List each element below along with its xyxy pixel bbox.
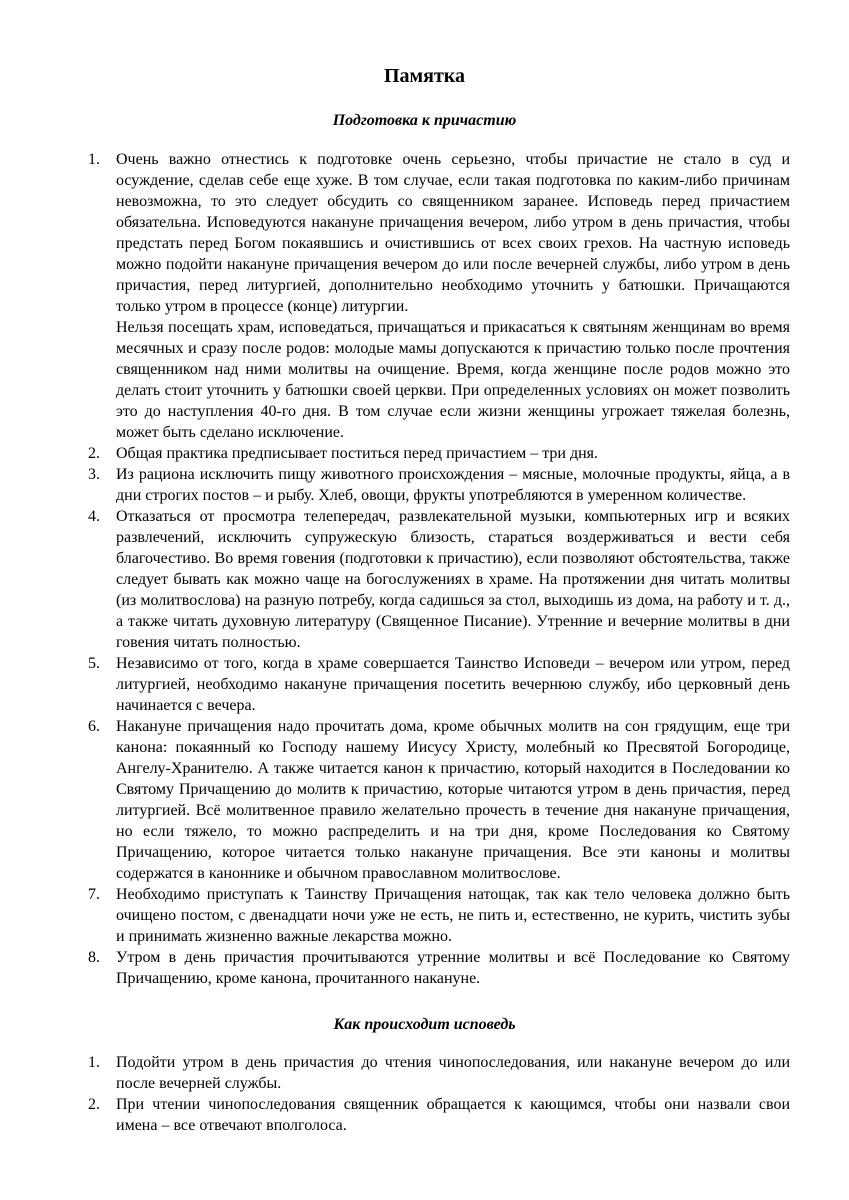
list-item (0, 464, 790, 506)
list-item (0, 443, 790, 464)
item-text: При чтении чинопоследования священник обращается к кающимся, чтобы они назвали свои имена – все отвечают вполголоса. (116, 1096, 790, 1134)
item-text: Очень важно отнестись к подготовке очень серьезно, чтобы причастие не стало в суд и осуждение, сделав себе еще хуже. В том случае, если такая подготовка по каким-либо причинам невозможна, то это следует обсудить со священником заранее. Исповедь перед причастием обязательна. Исповедуются накануне причащения вечером, либо утром в день причастия, чтобы предстать перед Богом покаявшись и очистившись от всех своих грехов. На частную исповедь можно подойти накануне причащения вечером до или после вечерней службы, либо утром в день причастия, перед литургией, дополнительно необходимо уточнить у батюшки. Причащаются только утром в процессе (конце) литургии. (116, 151, 790, 315)
item-number: 2. (88, 1096, 100, 1113)
section-heading-preparation: Подготовка к причастию (332, 112, 517, 129)
item-text: Отказаться от просмотра телепередач, развлекательной музыки, компьютерных игр и всяких развлечений, исключить супружескую близость, стараться воздерживаться и вести себя благочестиво. Во время говения (подготовки к причастию), если позволяют обстоятельства, также следует бывать как можно чаще на богослужениях в храме. На протяжении дня читать молитвы (из молитвослова) на разную потребу, когда садишься за стол, выходишь из дома, на работу и т. д., а также читать духовную литературу (Священное Писание). Утренние и вечерние молитвы в дни говения читать полностью. (116, 508, 790, 651)
item-number: 8. (88, 949, 100, 966)
item-text: Из рациона исключить пищу животного происхождения – мясные, молочные продукты, яйца, а в дни строгих постов – и рыбу. Хлеб, овощи, фрукты употребляются в умеренном количестве. (116, 466, 790, 504)
item-text: Накануне причащения надо прочитать дома, кроме обычных молитв на сон грядущим, еще три канона: покаянный ко Господу нашему Иисусу Христу, молебный ко Пресвятой Богородице, Ангелу-Хранителю. А также читается канон к причастию, который находится в Последовании ко Святому Причащению до молитв к причастию, которые читаются утром в день причастия, перед литургией. Всё молитвенное правило желательно прочесть в течение дня накануне причащения, но если тяжело, то можно распределить и на три дня, кроме Последования ко Святому Причащению, которое читается только накануне причащения. Все эти каноны и молитвы содержатся в каноннике и обычном православном молитвослове. (116, 718, 790, 882)
item-text: Общая практика предписывает поститься перед причастием – три дня. (116, 445, 599, 462)
list-item (0, 1052, 790, 1094)
list-item (0, 149, 790, 443)
item-text: Независимо от того, когда в храме совершается Таинство Исповеди – вечером или утром, перед литургией, необходимо накануне причащения посетить вечернюю службу, ибо церковный день начинается с вечера. (116, 655, 790, 714)
item-number: 1. (88, 151, 100, 168)
item-number: 2. (88, 445, 100, 462)
item-number: 6. (88, 718, 100, 735)
list-item (0, 1094, 790, 1136)
page-title: Памятка (383, 65, 466, 87)
item-number: 5. (88, 655, 100, 672)
item-text: Необходимо приступать к Таинству Причащения натощак, так как тело человека должно быть очищено постом, с двенадцати ночи уже не есть, не пить и, естественно, не курить, чистить зубы и принимать жизненно важные лекарства можно. (116, 886, 790, 945)
list-item (0, 506, 790, 653)
preparation-list (0, 149, 790, 989)
item-text: Подойти утром в день причастия до чтения чинопоследования, или накануне вечером до или после вечерней службы. (116, 1054, 790, 1092)
item-number: 3. (88, 466, 100, 483)
item-number: 1. (88, 1054, 100, 1071)
item-number: 4. (88, 508, 100, 525)
item-number: 7. (88, 886, 100, 903)
list-item (0, 947, 790, 989)
list-item (0, 716, 790, 884)
list-item (0, 653, 790, 716)
confession-list (0, 1052, 790, 1136)
item-text: Нельзя посещать храм, исповедаться, причащаться и прикасаться к святыням женщинам во время месячных и сразу после родов: молодые мамы допускаются к причастию только после прочтения священником над ними молитвы на очищение. Время, когда женщине после родов можно это делать стоит уточнить у батюшки своей церкви. При определенных условиях он может позволить это до наступления 40-го дня. В том случае если жизни женщины угрожает тяжелая болезнь, может быть сделано исключение. (116, 319, 790, 441)
section-heading-confession: Как происходит исповедь (333, 1016, 516, 1033)
list-item (0, 884, 790, 947)
item-text: Утром в день причастия прочитываются утренние молитвы и всё Последование ко Святому Причащению, кроме канона, прочитанного накануне. (116, 949, 790, 987)
